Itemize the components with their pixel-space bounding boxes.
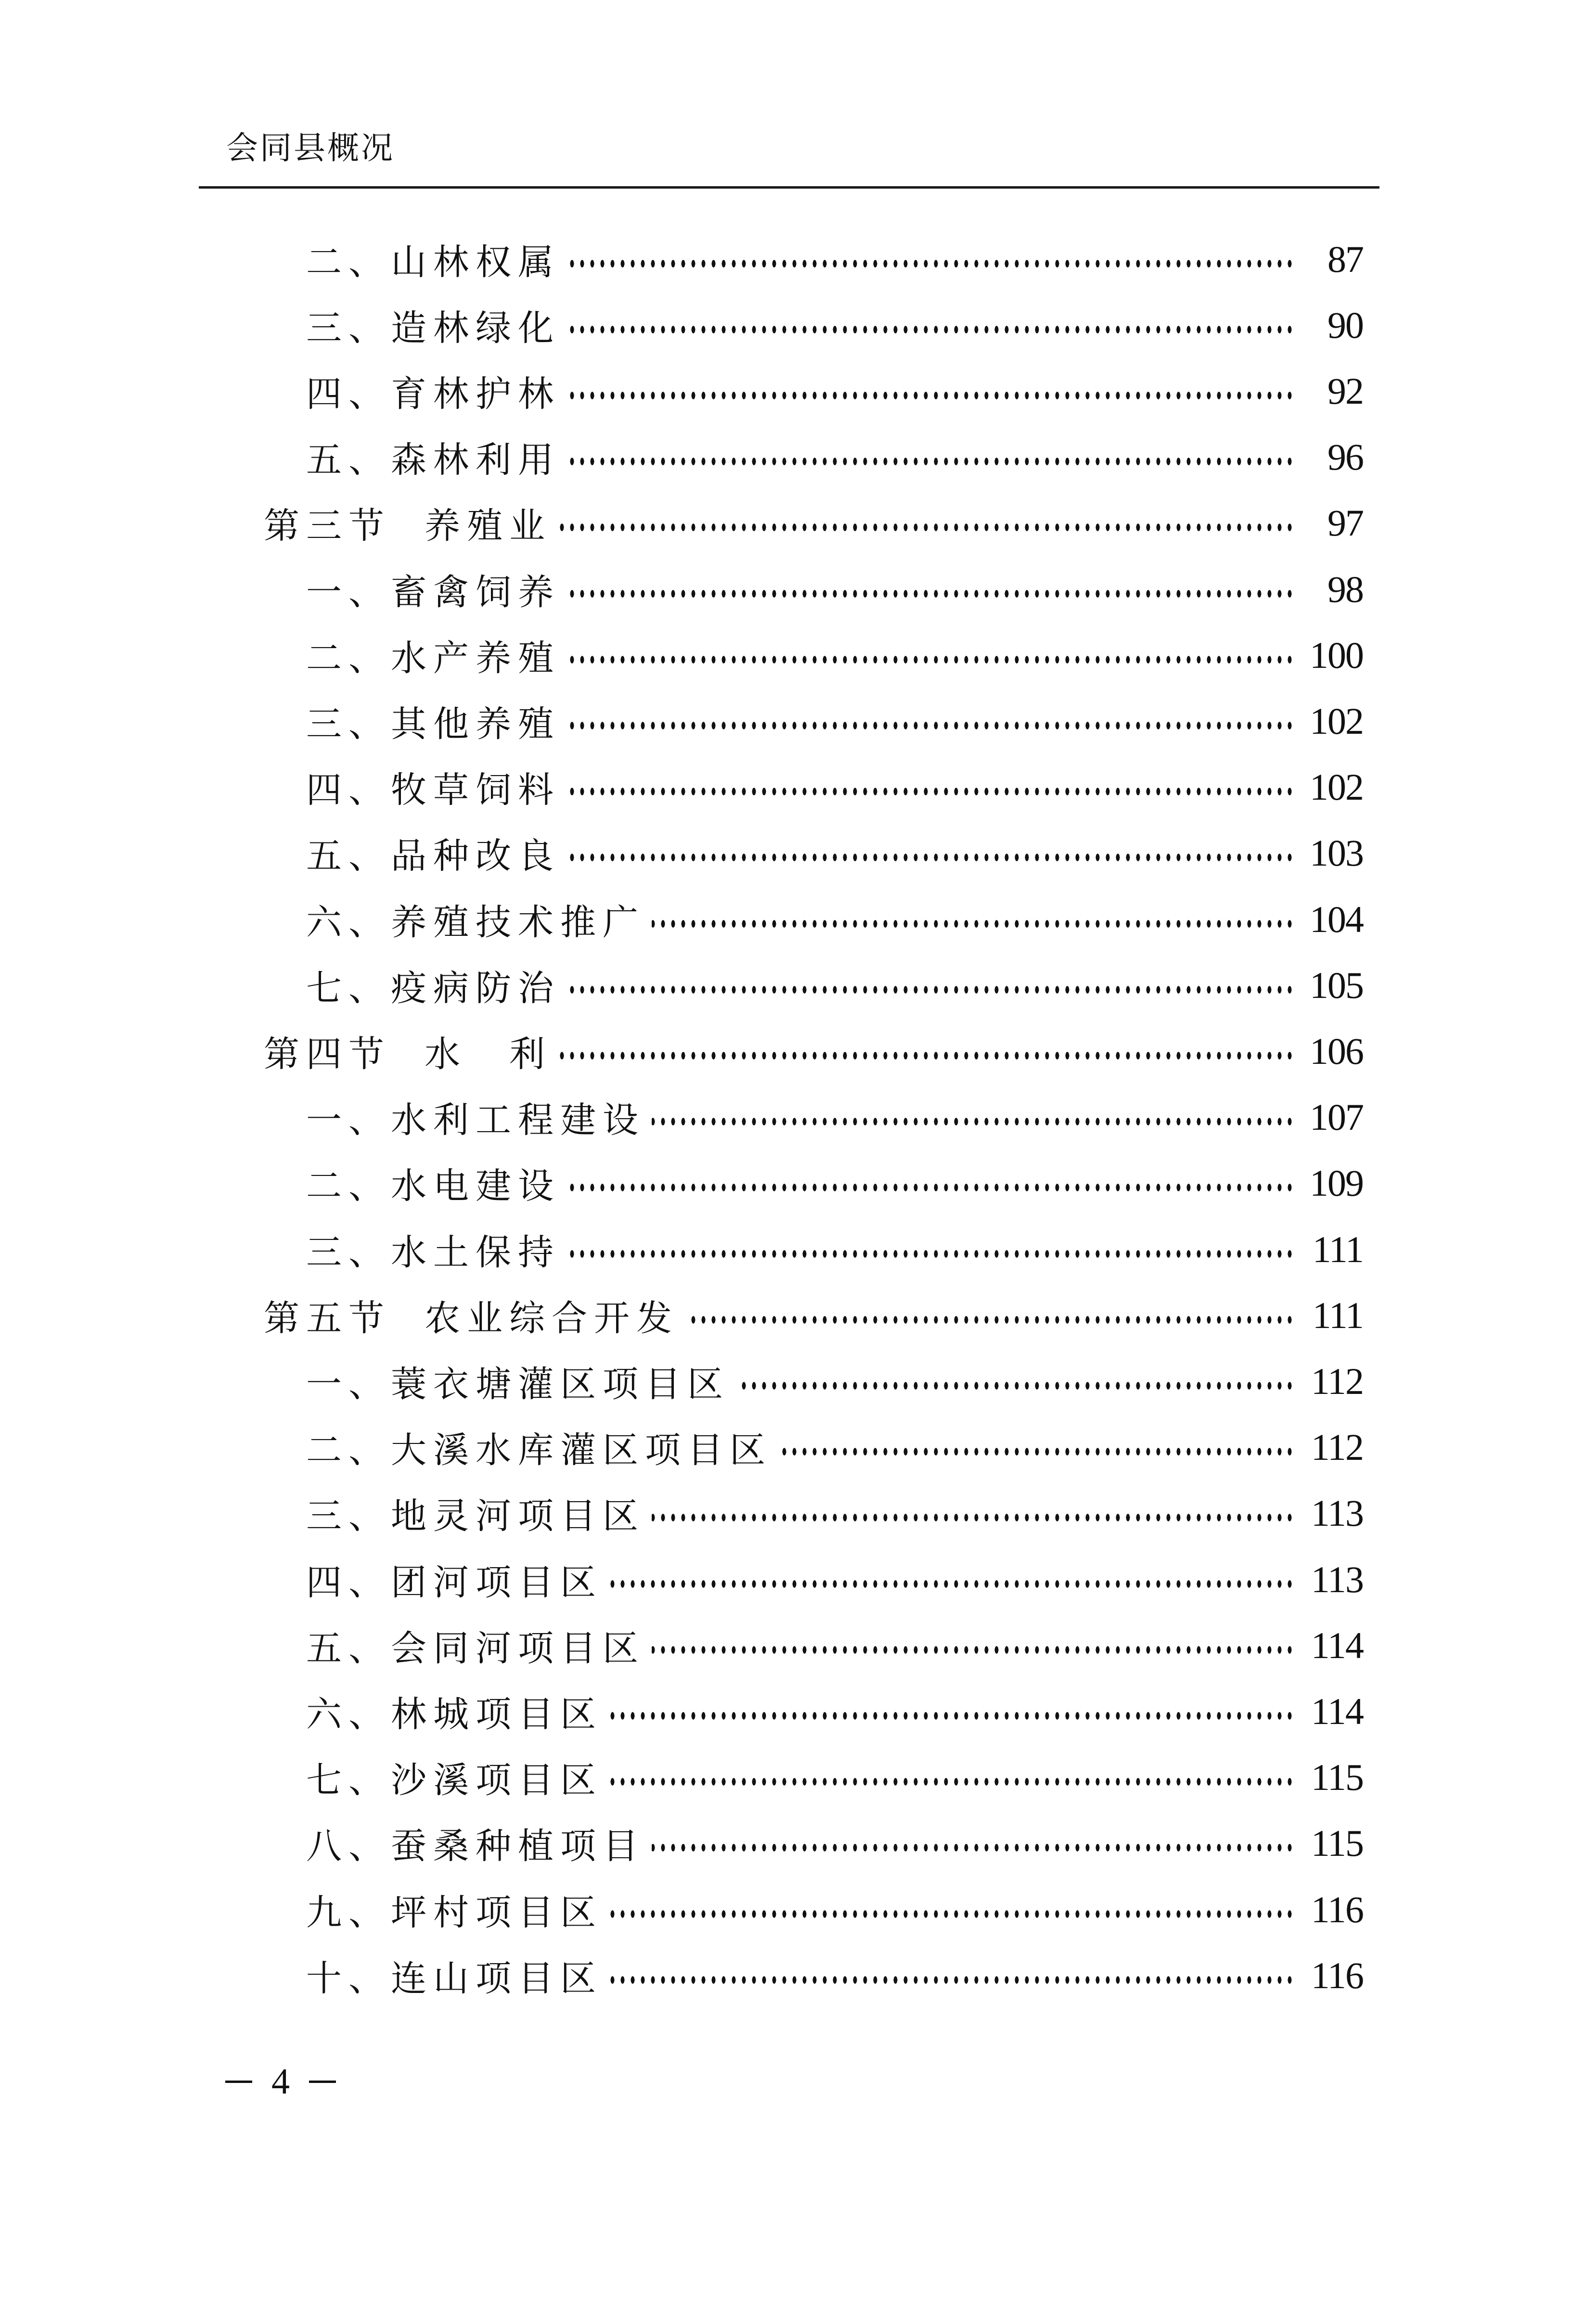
toc-entry-label: 一、蓑衣塘灌区项目区 [306,1363,730,1405]
toc-page-number: 104 [1310,898,1363,940]
toc-page-number: 96 [1327,436,1363,478]
toc-page-number: 109 [1310,1162,1363,1204]
toc-item-entry[interactable] [306,622,1363,688]
toc-page-number: 113 [1311,1558,1363,1600]
footer-dash-right [309,2081,336,2083]
toc-item-entry[interactable] [306,886,1363,952]
toc-page-number: 102 [1310,700,1363,742]
toc-entry-label [264,1026,552,1077]
toc-entry-label: 六、林城项目区 [306,1693,603,1735]
toc-page-number: 98 [1327,568,1363,610]
toc-item-entry[interactable] [306,688,1363,754]
toc-entry-label: 二、水电建设 [306,1165,560,1207]
toc-entry-label: 二、山林权属 [306,241,560,283]
toc-page-number: 112 [1311,1360,1363,1402]
toc-page-number: 102 [1310,766,1363,808]
toc-page-number: 105 [1310,964,1363,1006]
dot-leader [567,589,1295,599]
toc-entry-label: 一、畜禽饲养 [306,571,560,613]
toc-page-number: 111 [1312,1228,1363,1270]
footer-dash-left [225,2081,252,2083]
dot-leader [652,1513,1295,1522]
toc-page-number: 111 [1312,1294,1363,1336]
dot-leader [609,1975,1295,1985]
toc-item-entry[interactable] [306,226,1363,292]
toc-item-entry[interactable] [306,1942,1363,2008]
toc-item-entry[interactable] [306,1415,1363,1481]
toc-item-entry[interactable] [306,1811,1363,1877]
toc-page-number: 90 [1327,304,1363,346]
toc-entry-label: 七、疫病防治 [306,967,560,1009]
toc-entry-label: 九、坪村项目区 [306,1891,603,1933]
dot-leader [652,1117,1295,1126]
toc-entry-label: 五、品种改良 [306,835,560,877]
toc-page-number: 103 [1310,832,1363,874]
toc-item-entry[interactable] [306,820,1363,886]
toc-entry-label: 四、牧草饲料 [306,769,560,811]
toc-section-entry[interactable] [264,1282,1363,1348]
dot-leader [567,325,1295,334]
toc-page-number: 113 [1311,1492,1363,1534]
toc-entry-label: 二、大溪水库灌区项目区 [306,1430,772,1471]
section-title: 水 利 [425,1033,552,1075]
toc-item-entry[interactable] [306,1481,1363,1546]
toc-page-number: 97 [1327,502,1363,544]
toc-entry-label [264,498,552,549]
dot-leader [567,1183,1295,1192]
dot-leader [567,391,1295,400]
toc-page-number: 116 [1311,1954,1363,1996]
toc-entry-label: 八、蚕桑种植项目 [306,1826,645,1867]
dot-leader [567,985,1295,995]
toc-entry-label: 四、育林护林 [306,373,560,415]
section-number: 第四节 [264,1033,391,1075]
toc-item-entry[interactable] [306,424,1363,490]
toc-item-entry[interactable] [306,292,1363,358]
toc-item-entry[interactable] [306,1085,1363,1150]
toc-item-entry[interactable] [306,952,1363,1018]
toc-page-number: 114 [1311,1624,1363,1666]
toc-page-number: 92 [1327,370,1363,412]
toc-item-entry[interactable] [306,358,1363,424]
dot-leader [609,1579,1295,1589]
toc-entry-label: 二、水产养殖 [306,637,560,679]
toc-entry-label: 一、水利工程建设 [306,1099,645,1141]
section-number: 第三节 [264,505,391,547]
toc-page-number: 115 [1311,1756,1363,1799]
dot-leader [652,1645,1295,1655]
toc-item-entry[interactable] [306,556,1363,622]
toc-item-entry[interactable] [306,1216,1363,1282]
dot-leader [779,1447,1295,1456]
toc-item-entry[interactable] [306,1546,1363,1612]
dot-leader [567,1249,1295,1259]
dot-leader [567,655,1295,664]
dot-leader [652,1843,1295,1852]
page-footer [225,2061,336,2103]
toc-entry-label: 十、连山项目区 [306,1957,603,1999]
toc-page-number: 116 [1311,1888,1363,1930]
dot-leader [609,1711,1295,1721]
toc-page-number: 114 [1311,1690,1363,1732]
dot-leader [567,853,1295,862]
toc-entry-label [264,1290,679,1341]
dot-leader [558,523,1295,532]
section-title: 农业综合开发 [425,1297,679,1339]
header-rule [199,186,1379,189]
toc-entry-label: 三、造林绿化 [306,307,560,349]
toc-item-entry[interactable] [306,1150,1363,1216]
dot-leader [685,1315,1295,1325]
toc-page-number: 107 [1310,1096,1363,1138]
toc-entry-label: 三、水土保持 [306,1231,560,1273]
dot-leader [609,1777,1295,1787]
toc-page-number: 106 [1310,1030,1363,1072]
toc-entry-label: 七、沙溪项目区 [306,1760,603,1801]
toc-page-number: 115 [1311,1822,1363,1864]
section-number: 第五节 [264,1297,391,1339]
dot-leader [652,919,1295,929]
toc-entry-label: 四、团河项目区 [306,1561,603,1603]
running-header-title: 会同县概况 [226,129,395,166]
toc-entry-label: 三、地灵河项目区 [306,1495,645,1537]
toc-item-entry[interactable] [306,1877,1363,1942]
dot-leader [567,259,1295,268]
toc-entry-label: 五、会同河项目区 [306,1627,645,1669]
page-number: 4 [271,2061,290,2102]
dot-leader [736,1381,1295,1391]
toc-section-entry[interactable] [264,1018,1363,1084]
section-title: 养殖业 [425,505,552,547]
toc-page-number: 87 [1327,238,1363,280]
toc-page-number: 112 [1311,1426,1363,1468]
toc-page-number: 100 [1310,634,1363,676]
toc-item-entry[interactable] [306,1612,1363,1678]
dot-leader [558,1051,1295,1060]
toc-item-entry[interactable] [306,1678,1363,1744]
dot-leader [567,721,1295,730]
toc-item-entry[interactable] [306,1348,1363,1414]
toc-item-entry[interactable] [306,754,1363,820]
toc-entry-label: 三、其他养殖 [306,703,560,745]
toc-entry-label: 五、森林利用 [306,439,560,481]
dot-leader [567,457,1295,466]
dot-leader [567,787,1295,796]
toc-section-entry[interactable] [264,490,1363,556]
dot-leader [609,1909,1295,1919]
toc-item-entry[interactable] [306,1745,1363,1811]
toc-entry-label: 六、养殖技术推广 [306,901,645,943]
